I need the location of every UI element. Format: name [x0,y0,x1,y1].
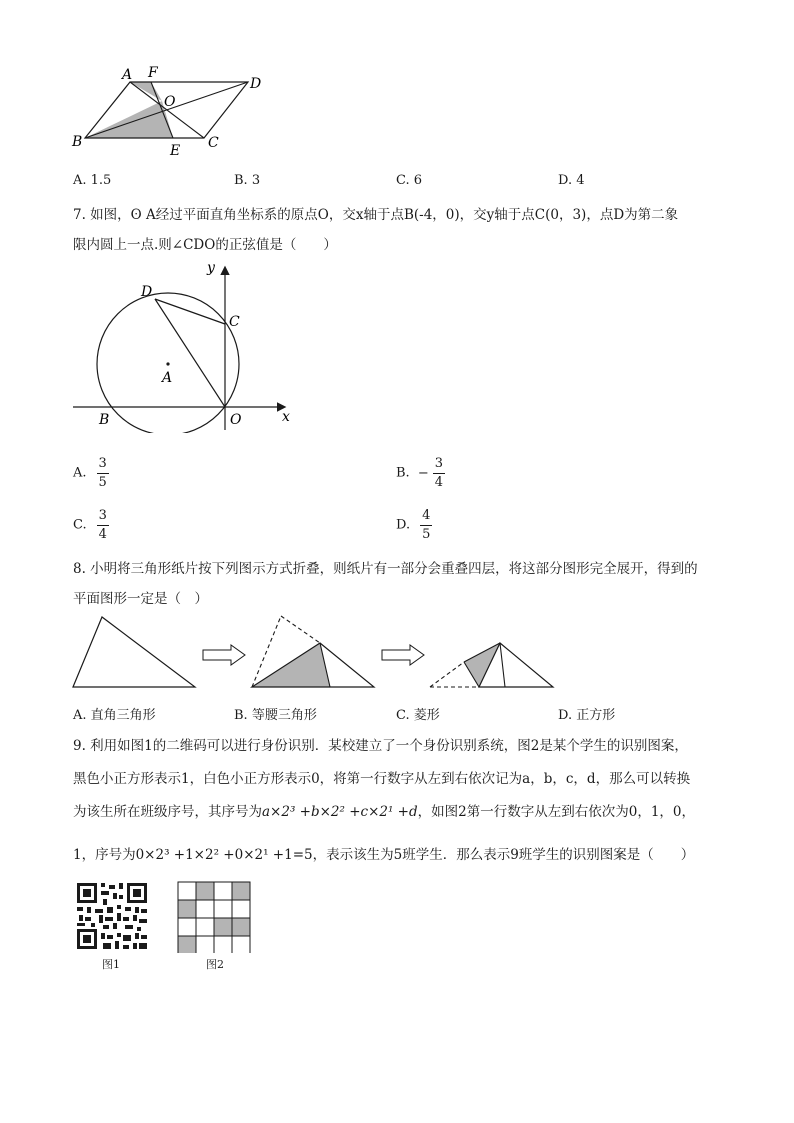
axis-label-y: y [207,260,215,276]
q7-option-d[interactable] [396,509,432,541]
label-B: B [72,134,83,150]
grid-cell-filled [178,900,196,918]
triangle-original [73,617,195,687]
grid-cell-empty [196,936,214,953]
fraction [97,509,109,541]
label-C: C [229,314,240,330]
grid-cell-empty [178,882,196,900]
q6-option-d[interactable]: D. 4 [558,173,585,188]
center-point-A [166,362,169,365]
label-A: A [122,67,133,83]
numerator: 3 [434,456,444,471]
arrow-right-icon [382,645,424,665]
text-segment: ，表示该生为5班学生．那么表示9班学生的识别图案是（ ） [312,847,695,863]
label-E: E [170,143,181,159]
q8-option-b[interactable]: B. 等腰三角形 [234,708,317,723]
grid-cell-empty [214,900,232,918]
label-C: C [208,135,219,151]
arrow-right-icon [203,645,245,665]
q6-option-b[interactable]: B. 3 [234,173,261,188]
option-letter: D. [396,517,411,533]
label-O: O [230,412,242,428]
label-D: D [141,284,153,300]
fig2-caption: 图2 [206,958,224,971]
q9-stem-line1: 9. 利用如图1的二维码可以进行身份识别．某校建立了一个身份识别系统，图2是某个学生的识别图案， [73,738,688,754]
dashed-fold-line [430,662,464,687]
parallelogram-figure [60,60,280,160]
q6-option-c[interactable]: C. 6 [396,173,423,188]
grid-cell-filled [214,918,232,936]
fraction [420,509,432,541]
grid-cell-filled [196,882,214,900]
label-D: D [250,76,262,92]
q7-option-b[interactable] [396,457,445,489]
q8-stem-line2: 平面图形一定是（ ） [73,591,208,607]
shaded-fold-region [252,643,330,687]
label-F: F [148,65,158,81]
text-segment: 为该生所在班级序号，其序号为 [73,804,262,820]
qr-code-image [77,883,147,949]
denominator: 5 [422,526,431,542]
formula-example: 0×2³ +1×2² +0×2¹ +1=5 [135,847,313,863]
q7-option-c[interactable] [73,509,109,541]
fraction [433,457,445,489]
option-letter: C. [73,517,87,533]
chord-DC [155,299,225,324]
denominator: 4 [98,526,107,542]
formula-position-value: a×2³ +b×2² +c×2¹ +d [262,804,418,820]
grid-cell-empty [214,936,232,953]
grid-cell-empty [196,918,214,936]
q7-option-a[interactable] [73,457,109,489]
label-B: B [99,412,110,428]
q6-option-a[interactable]: A. 1.5 [73,173,112,188]
q7-stem-line2: 限内圆上一点.则∠CDO的正弦值是（ ） [73,237,337,253]
denominator: 4 [434,474,444,490]
label-A: A [162,370,173,386]
grid-cell-filled [232,918,250,936]
id-grid-figure [177,881,251,953]
grid-cell-empty [232,900,250,918]
q8-option-c[interactable]: C. 菱形 [396,708,440,723]
q8-option-d[interactable]: D. 正方形 [558,708,616,723]
axis-label-x: x [282,409,290,425]
label-O: O [164,94,176,110]
q9-stem-line3 [73,800,695,820]
grid-cell-empty [214,882,232,900]
folding-sequence-figure [68,612,563,694]
grid-cell-empty [232,936,250,953]
text-segment: 1，序号为 [73,847,136,863]
denominator: 5 [98,474,107,490]
chord-DO [155,299,225,407]
shaded-region-bottom [85,101,173,138]
grid-cell-filled [232,882,250,900]
numerator: 4 [422,508,431,523]
grid-cell-empty [196,900,214,918]
fraction [97,457,109,489]
dashed-fold-line [281,616,320,643]
option-letter: A. [73,465,87,481]
q8-stem-line1: 8. 小明将三角形纸片按下列图示方式折叠，则纸片有一部分会重叠四层，将这部分图形完全展开，得到的 [73,561,698,577]
crease-line [500,643,505,687]
fig1-caption: 图1 [102,958,120,971]
text-segment: ，如图2第一行数字从左到右依次为0，1，0， [417,804,695,820]
numerator: 3 [98,456,107,471]
grid-cell-empty [178,918,196,936]
option-letter: B. [396,465,410,481]
grid-cell-filled [178,936,196,953]
q7-stem-line1: 7. 如图，ʘ A经过平面直角坐标系的原点O，交x轴于点B(-4，0)，交y轴于点C(0，3)，点D为第二象 [73,207,679,223]
q8-option-a[interactable]: A. 直角三角形 [73,708,156,723]
numerator: 3 [98,508,107,523]
q9-stem-line4 [73,843,694,863]
circle-coordinate-figure [70,258,300,433]
q9-stem-line2: 黑色小正方形表示1，白色小正方形表示0，将第一行数字从左到右依次记为a，b，c，d，那么可以转换 [73,771,691,787]
option-sign: − [417,465,429,481]
